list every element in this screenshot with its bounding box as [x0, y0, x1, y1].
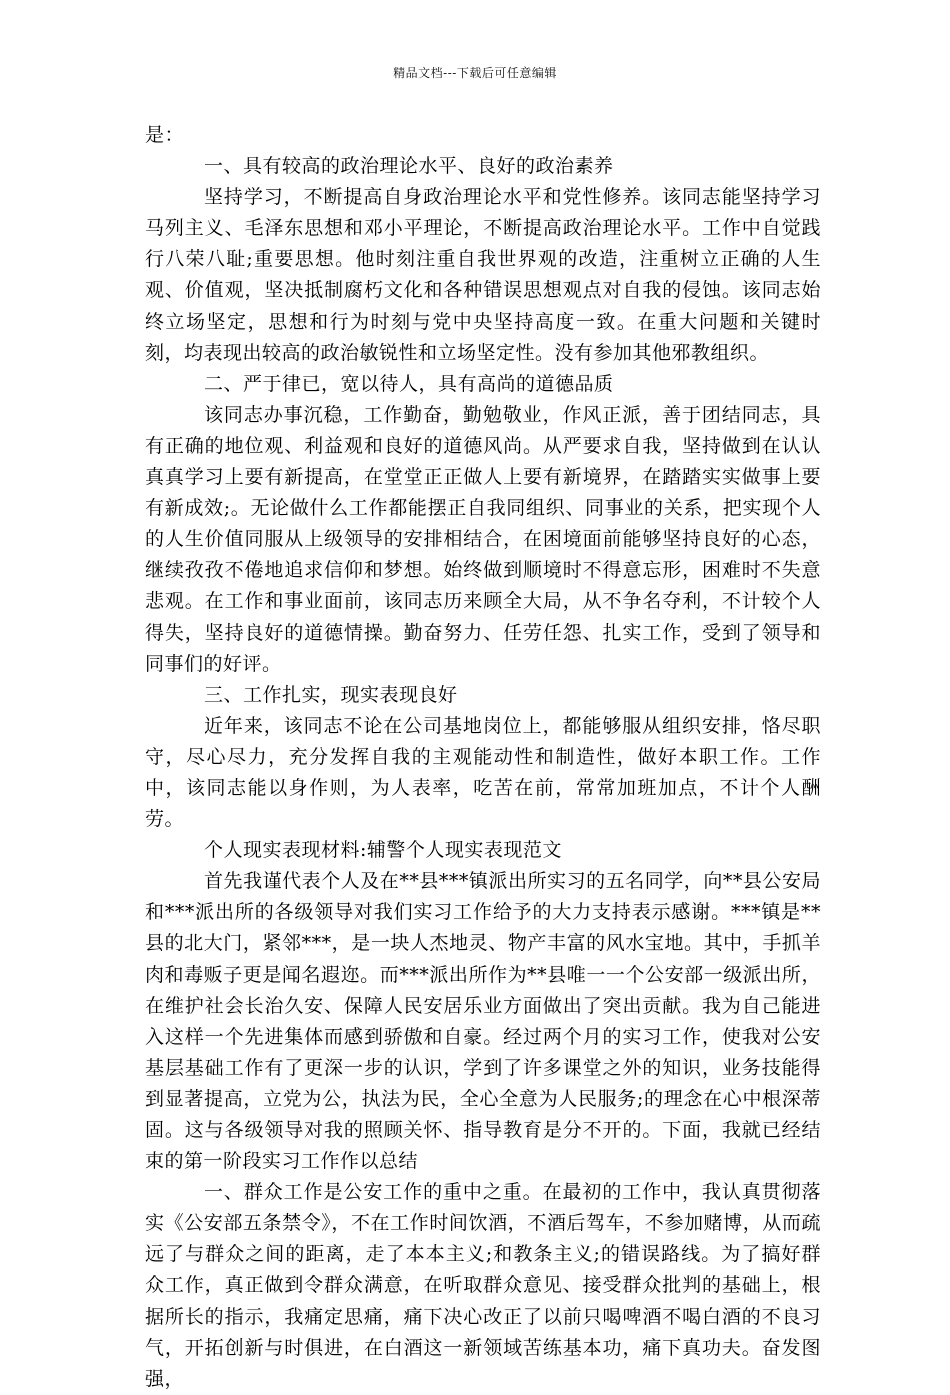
paragraph: 坚持学习，不断提高自身政治理论水平和党性修养。该同志能坚持学习马列主义、毛泽东思想和邓小平理论，不断提高政治理论水平。工作中自觉践行八荣八耻;重要思想。他时刻注重自我世界观的改造，注重树立正确的人生观、价值观，坚决抵制腐朽文化和各种错误思想观点对自我的侵蚀。该同志始终立场坚定，思想和行为时刻与党中央坚持高度一致。在重大问题和关键时刻，均表现出较高的政治敏锐性和立场坚定性。没有参加其他邪教组织。 — [145, 186, 821, 364]
paragraph: 个人现实表现材料:辅警个人现实表现范文 — [204, 839, 562, 862]
paragraph: 是： — [145, 124, 185, 146]
paragraph: 二、严于律已，宽以待人，具有高尚的道德品质 — [204, 372, 614, 395]
paragraph: 一、具有较高的政治理论水平、良好的政治素养 — [204, 155, 614, 178]
paragraph: 该同志办事沉稳，工作勤奋，勤勉敬业，作风正派，善于团结同志，具有正确的地位观、利益观和良好的道德风尚。从严要求自我，坚持做到在认认真真学习上要有新提高，在堂堂正正做人上要有新境界，在踏踏实实做事上要有新成效;。无论做什么工作都能摆正自我同组织、同事业的关系，把实现个人的人生价值同服从上级领导的安排相结合，在困境面前能够坚持良好的心态，继续孜孜不倦地追求信仰和梦想。始终做到顺境时不得意忘形，困难时不失意悲观。在工作和事业面前，该同志历来顾全大局，从不争名夺利，不计较个人得失，坚持良好的道德情操。勤奋努力、任劳任怨、扎实工作，受到了领导和同事们的好评。 — [145, 403, 821, 675]
page-header: 精品文档---下载后可任意编辑 — [393, 66, 557, 80]
document-body — [145, 120, 821, 1395]
paragraph: 近年来，该同志不论在公司基地岗位上，都能够服从组织安排，恪尽职守，尽心尽力，充分发挥自我的主观能动性和制造性，做好本职工作。工作中，该同志能以身作则，为人表率，吃苦在前，常常加班加点，不计个人酬劳。 — [145, 714, 821, 831]
paragraph: 一、群众工作是公安工作的重中之重。在最初的工作中，我认真贯彻落实《公安部五条禁令》，不在工作时间饮酒，不酒后驾车，不参加赌博，从而疏远了与群众之间的距离，走了本本主义;和教条主义;的错误路线。为了搞好群众工作，真正做到令群众满意，在听取群众意见、接受群众批判的基础上，根据所长的指示，我痛定思痛，痛下决心改正了以前只喝啤酒不喝白酒的不良习气，开拓创新与时俱进，在白酒这一新领域苦练基本功，痛下真功夫。奋发图强， — [145, 1181, 821, 1390]
paragraph: 首先我谨代表个人及在**县***镇派出所实习的五名同学，向**县公安局和***派出所的各级领导对我们实习工作给予的大力支持表示感谢。***镇是**县的北大门，紧邻***，是一块人杰地灵、物产丰富的风水宝地。其中，手抓羊肉和毒贩子更是闻名遐迩。而***派出所作为**县唯一一个公安部一级派出所，在维护社会长治久安、保障人民安居乐业方面做出了突出贡献。我为自己能进入这样一个先进集体而感到骄傲和自豪。经过两个月的实习工作，使我对公安基层基础工作有了更深一步的认识，学到了许多课堂之外的知识，业务技能得到显著提高，立党为公，执法为民，全心全意为人民服务;的理念在心中根深蒂固。这与各级领导对我的照顾关怀、指导教育是分不开的。下面，我就已经结束的第一阶段实习工作作以总结 — [145, 870, 821, 1173]
paragraph: 三、工作扎实，现实表现良好 — [204, 683, 458, 706]
